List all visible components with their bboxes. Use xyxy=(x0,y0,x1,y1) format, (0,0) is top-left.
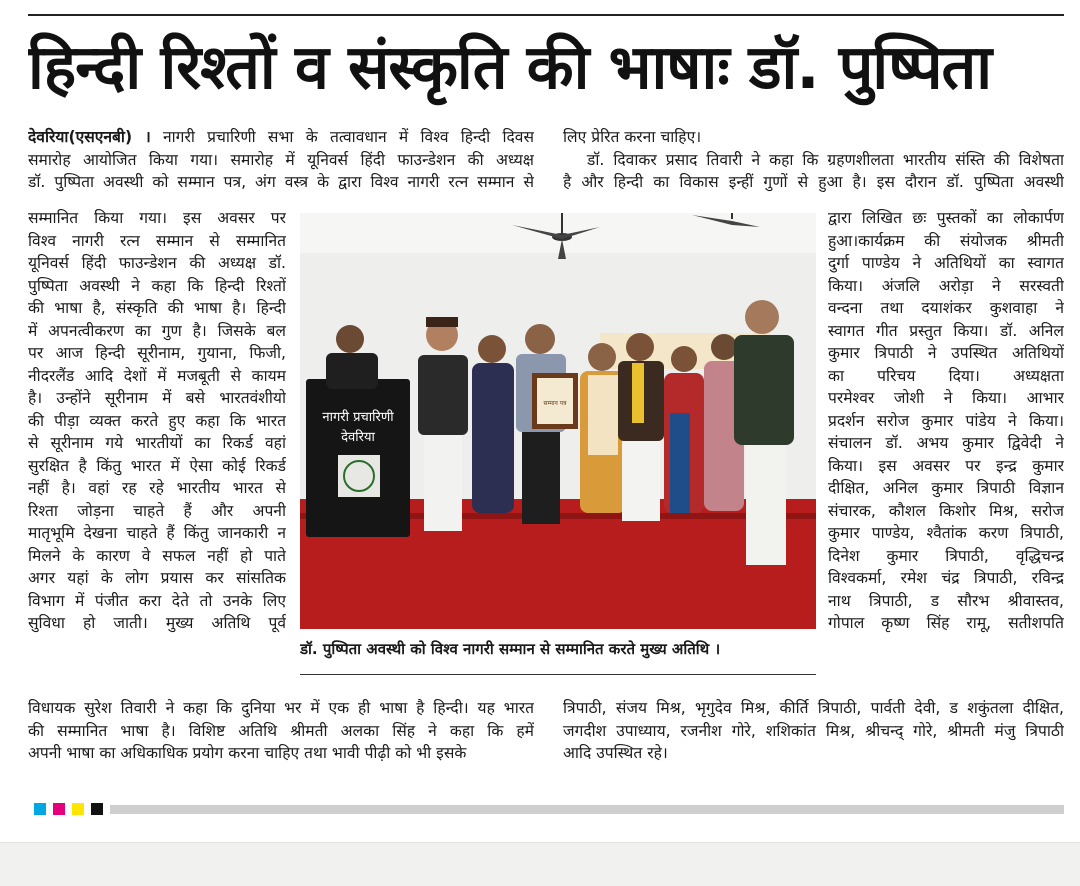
text-line: विश्वकर्मा, रमेश चंद्र त्रिपाठी, रविन्द्र xyxy=(828,569,1064,587)
text-line: अगर यहां के लोग प्रयास कर सांसतिक xyxy=(28,569,286,587)
text-line: डॉ. दिवाकर प्रसाद तिवारी ने कहा कि ग्रहणशीलता भारतीय संस्ति की विशेषता xyxy=(587,150,1064,169)
dateline: देवरिया(एसएनबी) । xyxy=(28,128,151,146)
text-line: में अपनत्वीकरण का गुण है। जिसके बल xyxy=(28,321,286,340)
text-line: कुमार त्रिपाठी ने उपस्थित अतिथियों xyxy=(828,344,1064,362)
podium xyxy=(306,379,410,537)
text-line: की भाषा है, संस्कृति की भाषा है। हिन्दी xyxy=(28,299,286,317)
text-line: सुरक्षित है किंतु भारत में ऐसा कोई रिकर्ड xyxy=(28,456,286,475)
text-line: रिश्ता जोड़ना चाहते हैं और अपनी xyxy=(28,501,286,520)
text-line: मातृभूमि देखना चाहते हैं किंतु जानकारी न xyxy=(28,524,286,542)
text-line: प्रदर्शन सरोज कुमार पांडेय ने किया। xyxy=(828,411,1064,430)
ceiling xyxy=(300,213,816,253)
text-line: संचालन डॉ. अभय कुमार द्विवेदी ने xyxy=(828,434,1064,452)
text-line: पुष्पिता अवस्थी ने कहा कि हिन्दी रिश्तों xyxy=(28,276,286,295)
text-line: विभाग में पंजीत करा देते तो उनके लिए xyxy=(28,591,286,610)
certificate-text: सम्मान पत्र xyxy=(543,400,567,407)
text-line: विधायक सुरेश तिवारी ने कहा कि दुनिया भर में एक ही भाषा है हिन्दी। यह भारत xyxy=(28,699,534,717)
registration-swatch-black xyxy=(91,803,103,815)
left-column xyxy=(28,207,286,635)
caption-rule xyxy=(300,674,816,675)
event-photo-drawing xyxy=(300,213,816,629)
text-line: जगदीश उपाध्याय, रजनीश गोरे, शशिकांत मिश्र, श्रीचन्द् गोरे, श्रीमती मंजु त्रिपाठी xyxy=(563,721,1064,740)
person-man-shawl xyxy=(618,333,664,521)
gray-rule-bar xyxy=(110,805,1064,814)
page-bottom-edge xyxy=(0,842,1080,886)
text-line: कुमार पाण्डेय, श्वैतांक करण त्रिपाठी, xyxy=(828,524,1064,542)
intro-paragraph xyxy=(28,126,534,194)
registration-swatch-magenta xyxy=(53,803,65,815)
text-line: सम्मानित किया गया। इस अवसर पर xyxy=(28,209,286,227)
text-line: दिनेश कुमार त्रिपाठी, वृद्धिचन्द्र xyxy=(828,546,1064,565)
top-rule xyxy=(28,14,1064,16)
text-line: द्वारा लिखित छः पुस्तकों का लोकार्पण xyxy=(828,209,1064,227)
text-line: पर आज हिन्दी सूरीनाम, गुयाना, फिजी, xyxy=(28,344,286,362)
text-line: स्वागत गीत प्रस्तुत किया। डॉ. अनिल xyxy=(828,321,1064,340)
text-line: किया। इस अवसर पर इन्द्र कुमार xyxy=(828,456,1064,475)
event-photo xyxy=(300,213,816,629)
text-line: है। उन्होंने सूरीनाम में बसे भारतवंशीयो xyxy=(28,389,286,407)
text-line: मिलने के कारण वे सफल नहीं हो पाते xyxy=(28,546,286,565)
text-line: गोपाल कृष्ण सिंह रामू, सतीशपति xyxy=(828,614,1064,632)
bottom-right-paragraph xyxy=(563,697,1064,765)
text-line: नीदरलैंड आदि देशों में मजबूती से कायम xyxy=(28,366,286,385)
right-top-paragraph xyxy=(563,126,1064,194)
text-line: आदि उपस्थित रहे। xyxy=(563,744,668,762)
intro-line-3: डॉ. पुष्पिता अवस्थी को सम्मान पत्र, अंग वस्त्र के द्वारा विश्व नागरी रत्न सम्मान से xyxy=(28,173,534,191)
text-line: हुआ।कार्यक्रम की संयोजक श्रीमती xyxy=(828,231,1064,250)
text-line: नाथ त्रिपाठी, ड सौरभ श्रीवास्तव, xyxy=(828,591,1064,610)
photo-caption: डॉ. पुष्पिता अवस्थी को विश्व नागरी सम्मान से सम्मानित करते मुख्य अतिथि । xyxy=(300,640,721,658)
right-column xyxy=(828,207,1064,635)
text-line: परमेश्वर जोशी ने किया। आभार xyxy=(828,389,1064,407)
text-line: का परिचय दिया। अध्यक्षता xyxy=(828,366,1064,385)
text-line: लिए प्रेरित करना चाहिए। xyxy=(563,128,702,146)
text-line: सुविधा हो जाती। मुख्य अतिथि पूर्व xyxy=(28,614,286,632)
text-line: की पीड़ा व्यक्त करते हुए कहा कि भारत xyxy=(28,411,286,430)
bottom-left-paragraph xyxy=(28,697,534,765)
text-line: यूनिवर्स हिंदी फाउन्डेशन की अध्यक्ष डॉ. xyxy=(28,254,286,272)
text-line: संचारक, कौशल किशोर मिश्र, सरोज xyxy=(828,501,1064,520)
text-line: दीक्षित, अनिल कुमार त्रिपाठी विज्ञान xyxy=(828,479,1064,497)
registration-swatch-yellow xyxy=(72,803,84,815)
text-line: नहीं है। वहां रह रहे भारतीय भारत से xyxy=(28,479,286,497)
text-line: अपनी भाषा का अधिकाधिक प्रयोग करना चाहिए तथा भावी पीढ़ी को भी इसके xyxy=(28,744,467,762)
headline: हिन्दी रिश्तों व संस्कृति की भाषाः डॉ. पुष्पिता xyxy=(28,32,992,103)
text-line: दुर्गा पाण्डेय ने अतिथियों का स्वागत xyxy=(828,254,1064,272)
text-line: त्रिपाठी, संजय मिश्र, भृगुदेव मिश्र, कीर्ति त्रिपाठी, पार्वती देवी, ड शकुंतला दीक्षित, xyxy=(563,699,1064,717)
intro-line-2: समारोह आयोजित किया गया। समारोह में यूनिवर्स हिंदी फाउन्डेशन की अध्यक्ष xyxy=(28,150,534,169)
podium-label-line2: देवरिया xyxy=(341,430,375,445)
text-line: की सम्मानित भाषा है। विशिष्ट अतिथि श्रीमती अलका सिंह ने कहा कि हमें xyxy=(28,721,534,740)
registration-swatch-cyan xyxy=(34,803,46,815)
text-line: विश्व नागरी रत्न सम्मान से सम्मानित xyxy=(28,231,286,250)
text-line: किया। अंजलि अरोड़ा ने सरस्वती xyxy=(828,276,1064,295)
certificate-frame xyxy=(532,373,578,429)
text-line: से सूरीनाम गये भारतीयों का रिकर्ड वहां xyxy=(28,434,286,452)
podium-label-line1: नागरी प्रचारिणी xyxy=(322,410,394,425)
text-line: है और हिन्दी का विकास इन्हीं गुणों से हुआ है। इस दौरान डॉ. पुष्पिता अवस्थी xyxy=(563,173,1064,191)
intro-line-1: देवरिया(एसएनबी) । नागरी प्रचारिणी सभा के तत्वावधान में विश्व हिन्दी दिवस xyxy=(28,128,534,146)
text-line: वन्दना तथा दयाशंकर कुशवाहा ने xyxy=(828,299,1064,317)
